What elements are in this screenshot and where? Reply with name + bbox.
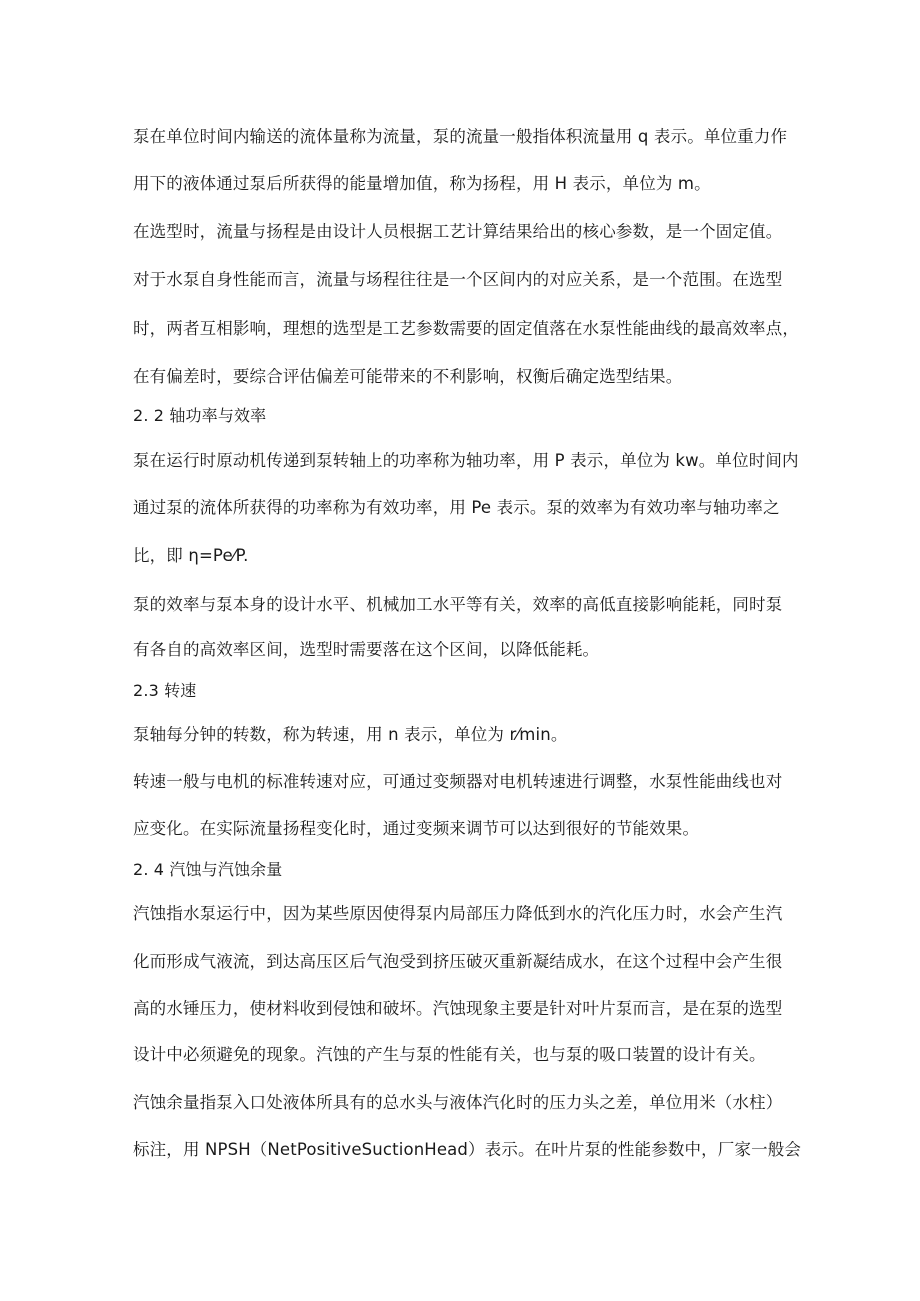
paragraph-line: 用下的液体通过泵后所获得的能量增加值，称为扬程，用 H 表示，单位为 m。 [133,174,711,193]
paragraph-line: 泵的效率与泵本身的设计水平、机械加工水平等有关，效率的高低直接影响能耗，同时泵 [133,595,783,614]
paragraph-line: 时，两者互相影响，理想的选型是工艺参数需要的固定值落在水泵性能曲线的最高效率点， [133,319,799,338]
paragraph-line: 对于水泵自身性能而言，流量与场程往往是一个区间内的对应关系，是一个范围。在选型 [133,270,783,289]
paragraph-line: 有各自的高效率区间，选型时需要落在这个区间，以降低能耗。 [133,640,600,659]
paragraph-line: 汽蚀指水泵运行中，因为某些原因使得泵内局部压力降低到水的汽化压力时，水会产生汽 [133,904,783,923]
paragraph-line: 泵在单位时间内输送的流体量称为流量，泵的流量一般指体积流量用 q 表示。单位重力作 [133,127,788,146]
section-heading: 2. 2 轴功率与效率 [133,406,267,425]
paragraph-line: 转速一般与电机的标准转速对应，可通过变频器对电机转速进行调整，水泵性能曲线也对 [133,772,783,791]
section-heading: 2. 4 汽蚀与汽蚀余量 [133,860,283,879]
paragraph-line: 比，即 η=Pe⁄P. [133,546,249,565]
paragraph-line: 应变化。在实际流量扬程变化时，通过变频来调节可以达到很好的节能效果。 [133,819,700,838]
paragraph-line: 高的水锤压力，使材料收到侵蚀和破坏。汽蚀现象主要是针对叶片泵而言，是在泵的选型 [133,999,783,1018]
paragraph-line: 泵轴每分钟的转数，称为转速，用 n 表示，单位为 r⁄min。 [133,725,568,744]
paragraph-line: 标注，用 NPSH（NetPositiveSuctionHead）表示。在叶片泵的性能参数中，厂家一般会 [133,1140,802,1159]
paragraph-line: 泵在运行时原动机传递到泵转轴上的功率称为轴功率，用 P 表示，单位为 kw。单位时间内 [133,451,799,470]
section-heading: 2.3 转速 [133,681,197,700]
paragraph-line: 通过泵的流体所获得的功率称为有效功率，用 Pe 表示。泵的效率为有效功率与轴功率之 [133,498,780,517]
paragraph-line: 在有偏差时，要综合评估偏差可能带来的不利影响，权衡后确定选型结果。 [133,367,683,386]
paragraph-line: 汽蚀余量指泵入口处液体所具有的总水头与液体汽化时的压力头之差，单位用米（水柱） [133,1093,783,1112]
paragraph-line: 在选型时，流量与扬程是由设计人员根据工艺计算结果给出的核心参数，是一个固定值。 [133,222,783,241]
paragraph-line: 设计中必须避免的现象。汽蚀的产生与泵的性能有关，也与泵的吸口装置的设计有关。 [133,1045,766,1064]
paragraph-line: 化而形成气液流，到达高压区后气泡受到挤压破灭重新凝结成水，在这个过程中会产生很 [133,952,783,971]
